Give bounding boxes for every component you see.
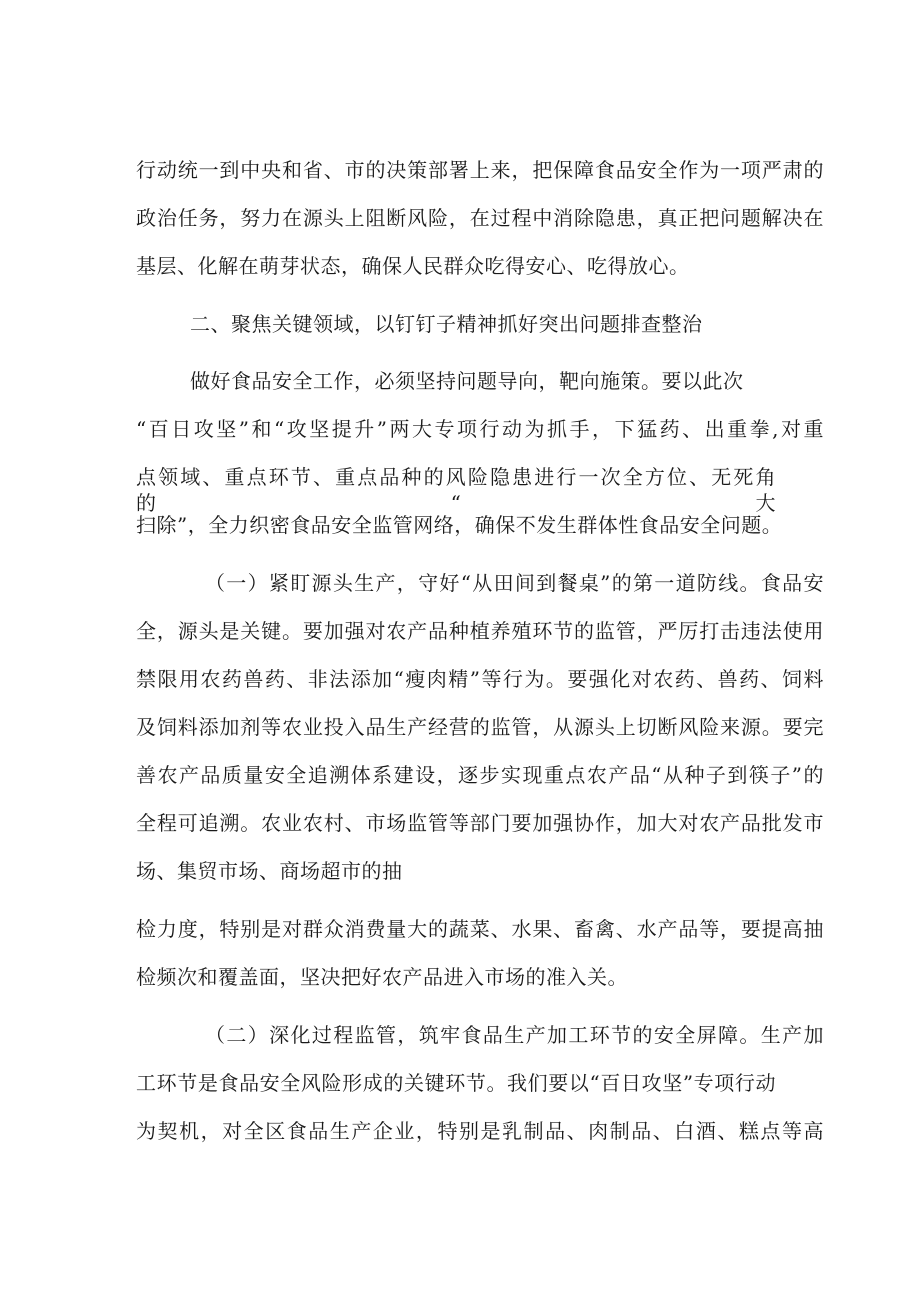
text-line: 检力度，特别是对群众消费量大的蔬菜、水果、畜禽、水产品等，要提高抽 xyxy=(136,917,824,941)
text-line: 检频次和覆盖面，坚决把好农产品进入市场的准入关。 xyxy=(136,965,628,989)
text-line: 行动统一到中央和省、市的决策部署上来，把保障食品安全作为一项严肃的 xyxy=(136,158,824,182)
text-line: “百日攻坚”和“攻坚提升”两大专项行动为抓手，下猛药、出重拳,对重 xyxy=(136,417,824,441)
section-heading: 二、聚焦关键领域，以钉钉子精神抓好突出问题排查整治 xyxy=(190,312,703,336)
text-line: 场、集贸市场、商场超市的抽 xyxy=(136,859,403,883)
subsection-line: （二）深化过程监管，筑牢食品生产加工环节的安全屏障。生产加 xyxy=(205,1023,824,1047)
subsection-line: （一）紧盯源头生产，守好“从田间到餐桌”的第一道防线。食品安 xyxy=(205,571,824,595)
text-line: 全，源头是关键。要加强对农产品种植养殖环节的监管，严厉打击违法使用 xyxy=(136,619,824,643)
text-line: 为契机，对全区食品生产企业，特别是乳制品、肉制品、白酒、糕点等高 xyxy=(136,1119,824,1143)
text-line: 点领域、重点环节、重点品种的风险隐患进行一次全方位、无死角的“大 xyxy=(136,465,776,515)
text-line: 禁限用农药兽药、非法添加“瘦肉精”等行为。要强化对农药、兽药、饲料 xyxy=(136,667,824,691)
text-line: 做好食品安全工作，必须坚持问题导向，靶向施策。要以此次 xyxy=(190,369,744,393)
text-line: 全程可追溯。农业农村、市场监管等部门要加强协作，加大对农产品批发市 xyxy=(136,811,824,835)
text-line: 扫除”，全力织密食品安全监管网络，确保不发生群体性食品安全问题。 xyxy=(136,513,783,537)
text-line: 政治任务，努力在源头上阻断风险，在过程中消除隐患，真正把问题解决在 xyxy=(136,206,824,230)
text-line: 基层、化解在萌芽状态，确保人民群众吃得安心、吃得放心。 xyxy=(136,254,690,278)
text-line: 及饲料添加剂等农业投入品生产经营的监管，从源头上切断风险来源。要完 xyxy=(136,715,824,739)
text-line: 工环节是食品安全风险形成的关键环节。我们要以“百日攻坚”专项行动 xyxy=(136,1071,776,1095)
text-line: 善农产品质量安全追溯体系建设，逐步实现重点农产品“从种子到筷子”的 xyxy=(136,763,824,787)
